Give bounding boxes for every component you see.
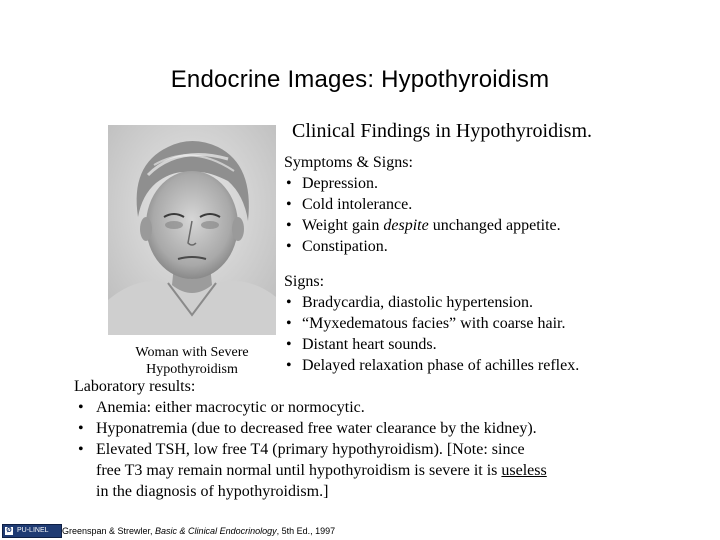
- citation-book-title: Basic & Clinical Endocrinology: [155, 526, 277, 536]
- sign-item: • Bradycardia, diastolic hypertension.: [284, 292, 579, 313]
- signs-list: [284, 292, 579, 376]
- lab-results-section: [74, 376, 547, 502]
- symptom-item: • Depression.: [284, 173, 561, 194]
- photo-caption-line2: Hypothyroidism: [146, 362, 238, 377]
- lab-list: [74, 397, 547, 502]
- lab-item: • Anemia: either macrocytic or normocytic.: [74, 397, 547, 418]
- photo-caption-line1: Woman with Severe: [135, 345, 249, 360]
- lab-note-line1: • Elevated TSH, low free T4 (primary hypothyroidism). [Note: since: [96, 441, 525, 458]
- symptoms-heading: Symptoms & Signs:: [284, 154, 413, 171]
- sign-item: • Distant heart sounds.: [284, 334, 579, 355]
- symptoms-section: [284, 152, 561, 257]
- logo-mark-icon: Ø: [6, 527, 12, 534]
- lab-heading: Laboratory results:: [74, 378, 196, 395]
- citation-authors: Greenspan & Strewler,: [62, 526, 156, 536]
- sign-item: • “Myxedematous facies” with coarse hair.: [284, 313, 579, 334]
- symptom-item: • Cold intolerance.: [284, 194, 561, 215]
- symptom-item: [284, 215, 561, 236]
- slide-subtitle: Clinical Findings in Hypothyroidism.: [292, 120, 593, 142]
- institution-logo: [2, 524, 62, 538]
- symptom-text-pre: Weight gain: [302, 217, 384, 234]
- logo-text: PU-LINEL: [17, 527, 49, 534]
- symptoms-list: [284, 173, 561, 257]
- lab-note-line2: [96, 460, 547, 481]
- lab-item: [74, 439, 547, 502]
- lab-note-underlined-word: useless: [501, 462, 547, 479]
- slide-footer: [0, 522, 720, 540]
- signs-section: [284, 271, 579, 376]
- patient-photo-panel: [104, 125, 280, 383]
- photo-caption: [104, 344, 280, 378]
- patient-photo: [108, 125, 276, 335]
- slide-title: Endocrine Images: Hypothyroidism: [170, 66, 550, 93]
- lab-note-line3: in the diagnosis of hypothyroidism.]: [96, 483, 329, 500]
- lab-note-line2-text: free T3 may remain normal until hypothyroidism is severe it is: [96, 462, 502, 479]
- symptom-text-post: unchanged appetite.: [428, 217, 561, 234]
- symptom-item: • Constipation.: [284, 236, 561, 257]
- signs-heading: Signs:: [284, 273, 325, 290]
- source-citation: [62, 525, 335, 537]
- symptom-text-emphasis: despite: [383, 217, 429, 234]
- sign-item: • Delayed relaxation phase of achilles reflex.: [284, 355, 579, 376]
- lab-item: • Hyponatremia (due to decreased free water clearance by the kidney).: [74, 418, 547, 439]
- citation-edition: , 5th Ed., 1997: [276, 526, 336, 536]
